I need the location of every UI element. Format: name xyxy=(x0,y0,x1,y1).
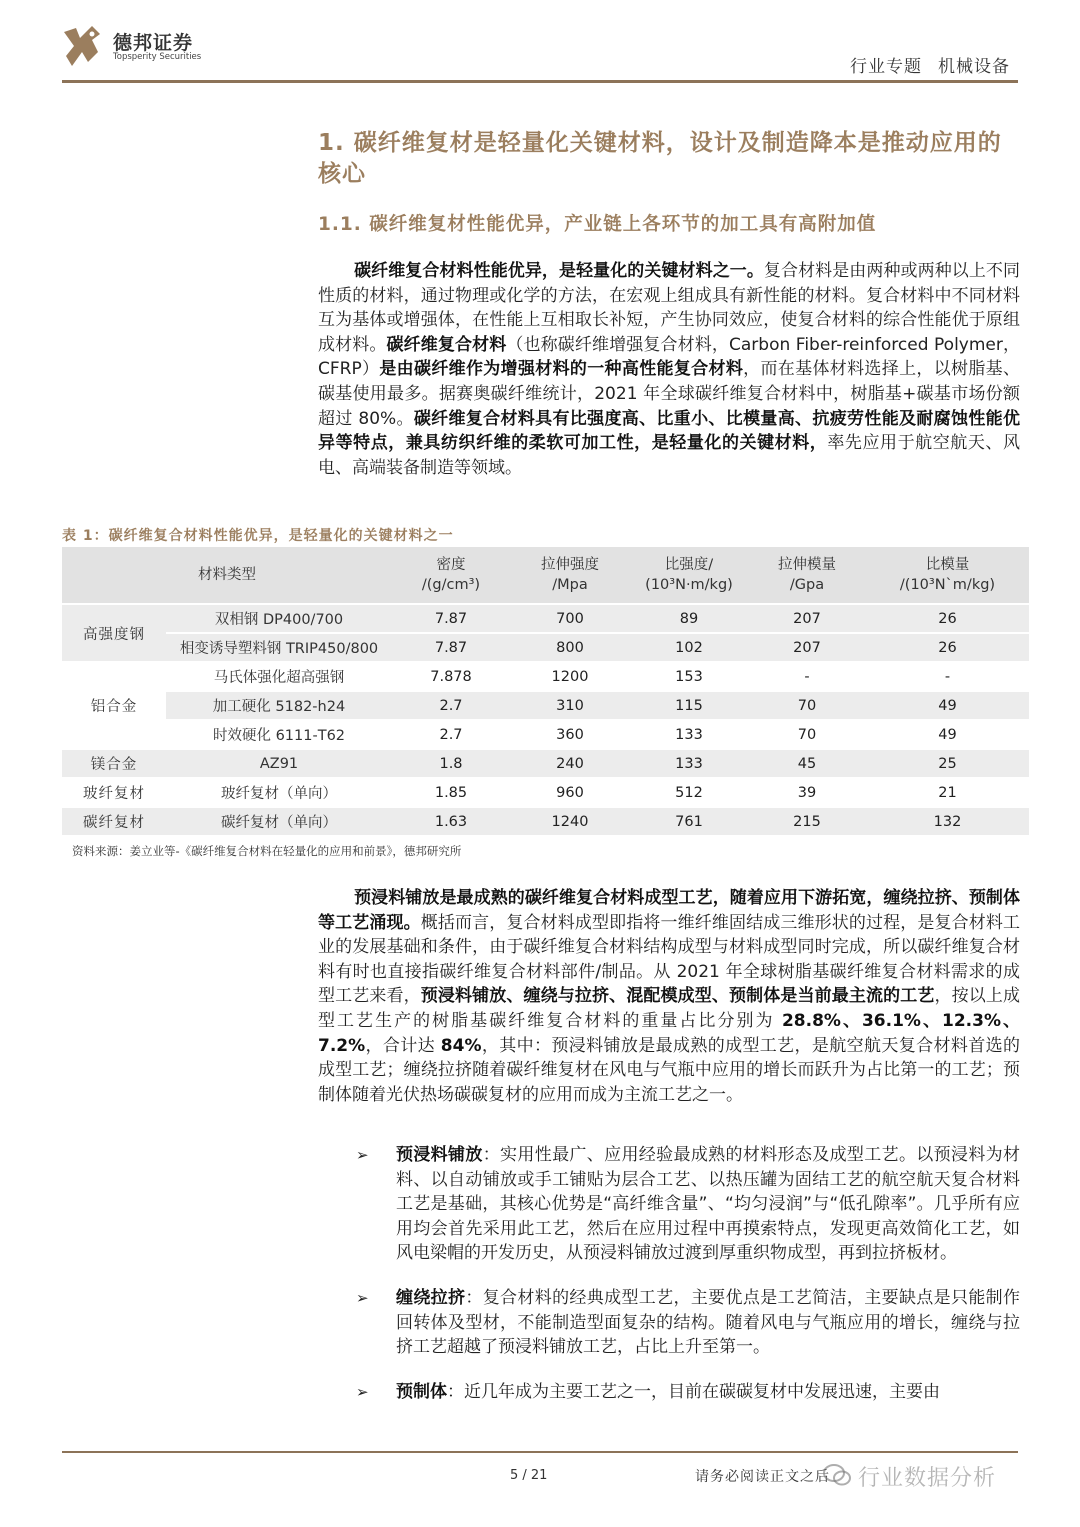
cell-density: 1.63 xyxy=(392,807,510,836)
cell-specific-strength: 133 xyxy=(630,720,748,749)
bullet-label: 预制体 xyxy=(396,1381,447,1402)
header-specific-modulus: 比模量 /(10³N`m/kg) xyxy=(866,547,1029,604)
cell-tensile: 310 xyxy=(510,691,630,720)
process-bullet-list xyxy=(356,1143,1020,1424)
table-row xyxy=(62,633,1029,662)
cell-material: 时效硬化 6111-T62 xyxy=(166,720,392,749)
bullet-arrow-icon: ➢ xyxy=(356,1382,369,1401)
cell-specific-modulus: 21 xyxy=(866,778,1029,807)
cell-tensile: 800 xyxy=(510,633,630,662)
cell-specific-modulus: 49 xyxy=(866,720,1029,749)
header-tensile-strength: 拉伸强度 /Mpa xyxy=(510,547,630,604)
cell-specific-strength: 512 xyxy=(630,778,748,807)
para1-bold-1: 碳纤维复合材料性能优异，是轻量化的关键材料之一。 xyxy=(354,261,764,281)
para1-text-4: 率先应用于航空航天、风电、高端装备制造等领域。 xyxy=(318,433,1020,478)
brand-english-name: Topsperity Securities xyxy=(113,52,202,62)
para1-bold-3: 是由碳纤维作为增强材料的一种高性能复合材料 xyxy=(379,359,744,380)
cell-specific-strength: 89 xyxy=(630,604,748,633)
brand-name: 德邦证券 xyxy=(113,32,194,54)
para1-text-3: ，而在基体材料选择上，以树脂基、碳基使用最多。据赛奥碳纤维统计，2021 年全球碳纤维复合材料中，树脂基+碳基市场份额超过 80%。 xyxy=(318,359,1021,429)
cell-tensile: 240 xyxy=(510,749,630,778)
intro-paragraph xyxy=(318,259,1020,480)
cell-specific-modulus: 26 xyxy=(866,604,1029,633)
cell-material: 碳纤复材（单向） xyxy=(166,807,392,836)
cell-tensile: 960 xyxy=(510,778,630,807)
cell-specific-modulus: - xyxy=(866,662,1029,691)
bullet-arrow-icon: ➢ xyxy=(356,1288,369,1307)
category-industry-topic: 行业专题 xyxy=(850,57,922,77)
cell-modulus: - xyxy=(748,662,866,691)
table-row xyxy=(62,720,1029,749)
table-row xyxy=(62,749,1029,778)
para2-bold-4: 84% xyxy=(440,1035,482,1056)
table-title: 表 1：碳纤维复合材料性能优异，是轻量化的关键材料之一 xyxy=(62,528,454,544)
para1-bold-2: 碳纤维复合材料 xyxy=(386,334,507,355)
header-density: 密度 /(g/cm³) xyxy=(392,547,510,604)
cell-modulus: 207 xyxy=(748,604,866,633)
cell-density: 1.85 xyxy=(392,778,510,807)
materials-table xyxy=(62,547,1029,837)
cell-specific-modulus: 49 xyxy=(866,691,1029,720)
para2-bold-2: 预浸料铺放、缠绕与拉挤、混配模成型、预制体是当前最主流的工艺 xyxy=(420,986,935,1007)
subsection-heading: 1.1. 碳纤维复材性能优异，产业链上各环节的加工具有高附加值 xyxy=(318,214,877,235)
section-heading: 1. 碳纤维复材是轻量化关键材料，设计及制造降本是推动应用的核心 xyxy=(318,130,1002,187)
cell-material: 玻纤复材（单向） xyxy=(166,778,392,807)
header-divider xyxy=(62,80,1018,83)
para2-bold-1: 预浸料铺放是最成熟的碳纤维复合材料成型工艺，随着应用下游拓宽，缠绕拉挤、预制体等工艺涌现。 xyxy=(318,888,1020,933)
cell-tensile: 360 xyxy=(510,720,630,749)
cell-density: 7.87 xyxy=(392,604,510,633)
group-high-strength-steel: 高强度钢 xyxy=(62,604,166,662)
cell-density: 2.7 xyxy=(392,720,510,749)
bullet-label: 预浸料铺放 xyxy=(396,1145,483,1165)
cell-specific-strength: 133 xyxy=(630,749,748,778)
table-header-row xyxy=(62,547,1029,604)
bullet-arrow-icon: ➢ xyxy=(356,1146,369,1164)
wechat-icon xyxy=(822,1462,852,1488)
group-carbon-fiber-composite: 碳纤复材 xyxy=(62,807,166,836)
cell-specific-strength: 761 xyxy=(630,807,748,836)
cell-density: 1.8 xyxy=(392,749,510,778)
cell-tensile: 700 xyxy=(510,604,630,633)
cell-tensile: 1240 xyxy=(510,807,630,836)
cell-modulus: 70 xyxy=(748,691,866,720)
cell-modulus: 207 xyxy=(748,633,866,662)
company-logo xyxy=(62,22,102,70)
table-row xyxy=(62,691,1029,720)
cell-specific-strength: 153 xyxy=(630,662,748,691)
para2-bold-3: 28.8%、36.1%、12.3%、7.2% xyxy=(318,1010,1020,1056)
header-specific-strength: 比强度/ (10³N·m/kg) xyxy=(630,547,748,604)
cell-modulus: 70 xyxy=(748,720,866,749)
cell-modulus: 215 xyxy=(748,807,866,836)
header-material-type: 材料类型 xyxy=(62,547,392,604)
table-row xyxy=(62,604,1029,633)
header-tensile-modulus: 拉伸模量 /Gpa xyxy=(748,547,866,604)
bullet-prepreg-layup xyxy=(356,1143,1020,1266)
table-row xyxy=(62,778,1029,807)
cell-modulus: 39 xyxy=(748,778,866,807)
cell-specific-modulus: 25 xyxy=(866,749,1029,778)
cell-material: 双相钢 DP400/700 xyxy=(166,604,392,633)
page-number: 5 / 21 xyxy=(510,1468,548,1483)
group-aluminum-alloy: 铝合金 xyxy=(62,662,166,749)
cell-material: 加工硬化 5182-h24 xyxy=(166,691,392,720)
bullet-label: 缠绕拉挤 xyxy=(396,1287,466,1308)
cell-tensile: 1200 xyxy=(510,662,630,691)
cell-specific-modulus: 26 xyxy=(866,633,1029,662)
group-magnesium-alloy: 镁合金 xyxy=(62,749,166,778)
para1-bold-4: 碳纤维复合材料具有比强度高、比重小、比模量高、抗疲劳性能及耐腐蚀性能优异等特点，兼具纺织纤维的柔软可加工性，是轻量化的关键材料， xyxy=(318,408,1020,454)
para1-text-2: （也称碳纤维增强复合材料，Carbon Fiber-reinforced Polymer，CFRP） xyxy=(318,334,1020,380)
footer-divider xyxy=(62,1451,1018,1453)
report-category xyxy=(850,52,1010,77)
para1-text-1: 复合材料是由两种或两种以上不同性质的材料，通过物理或化学的方法，在宏观上组成具有新性能的材料。复合材料中不同材料互为基体或增强体，在性能上互相取长补短，产生协同效应，使复合材料的综合性能优于原组成材料。 xyxy=(318,261,1020,355)
para2-text-3: ，合计达 xyxy=(365,1035,441,1056)
cell-density: 7.87 xyxy=(392,633,510,662)
bullet-text: ：近几年成为主要工艺之一，目前在碳碳复材中发展迅速，主要由 xyxy=(447,1381,940,1402)
cell-density: 2.7 xyxy=(392,691,510,720)
cell-material: 马氏体强化超高强钢 xyxy=(166,662,392,691)
cell-modulus: 45 xyxy=(748,749,866,778)
table-row xyxy=(62,807,1029,836)
bullet-text: ：复合材料的经典成型工艺，主要优点是工艺简洁，主要缺点是只能制作回转体及型材，不能制造型面复杂的结构。随着风电与气瓶应用的增长，缠绕与拉挤工艺超越了预浸料铺放工艺，占比上升至第一。 xyxy=(396,1287,1021,1358)
table-source: 资料来源：姜立业等-《碳纤维复合材料在轻量化的应用和前景》，德邦研究所 xyxy=(72,844,462,858)
para2-text-1: 概括而言，复合材料成型即指将一维纤维固结成三维形状的过程，是复合材料工业的发展基础和条件，由于碳纤维复合材料结构成型与材料成型同时完成，所以碳纤维复合材料有时也直接指碳纤维复合材料部件/制品。从 2021 年全球树脂基碳纤维复合材料需求的成型工艺来看， xyxy=(318,912,1020,1007)
bullet-preform xyxy=(356,1380,1020,1405)
cell-specific-strength: 115 xyxy=(630,691,748,720)
bullet-winding-pultrusion xyxy=(356,1286,1020,1360)
group-glass-fiber-composite: 玻纤复材 xyxy=(62,778,166,807)
process-paragraph xyxy=(318,886,1020,1107)
cell-specific-strength: 102 xyxy=(630,633,748,662)
cell-specific-modulus: 132 xyxy=(866,807,1029,836)
para2-text-4: ，其中：预浸料铺放是最成熟的成型工艺，是航空航天复合材料首选的成型工艺；缠绕拉挤随着碳纤维复材在风电与气瓶中应用的增长而跃升为占比第一的工艺；预制体随着光伏热场碳碳复材的应用而成为主流工艺之一。 xyxy=(318,1035,1021,1105)
bullet-text: ：实用性最广、应用经验最成熟的材料形态及成型工艺。以预浸料为材料、以自动铺放或手工铺贴为层合工艺、以热压罐为固结工艺的航空航天复合材料工艺是基础，其核心优势是“高纤维含量”、“均匀浸润”与“低孔隙率”。几乎所有应用均会首先采用此工艺，然后在应用过程中再摸索特点，发现更高效简化工艺，如风电梁帽的开发历史，从预浸料铺放过渡到厚重织物成型，再到拉挤板材。 xyxy=(396,1145,1021,1264)
cell-material: AZ91 xyxy=(166,749,392,778)
table-row xyxy=(62,662,1029,691)
para2-text-2: ，按以上成型工艺生产的树脂基碳纤维复合材料的重量占比分别为 xyxy=(318,986,1020,1031)
cell-material: 相变诱导塑料钢 TRIP450/800 xyxy=(166,633,392,662)
disclaimer-notice: 请务必阅读正文之后 xyxy=(695,1469,830,1485)
cell-density: 7.878 xyxy=(392,662,510,691)
category-machinery: 机械设备 xyxy=(938,57,1010,77)
watermark-text: 行业数据分析 xyxy=(858,1466,997,1491)
